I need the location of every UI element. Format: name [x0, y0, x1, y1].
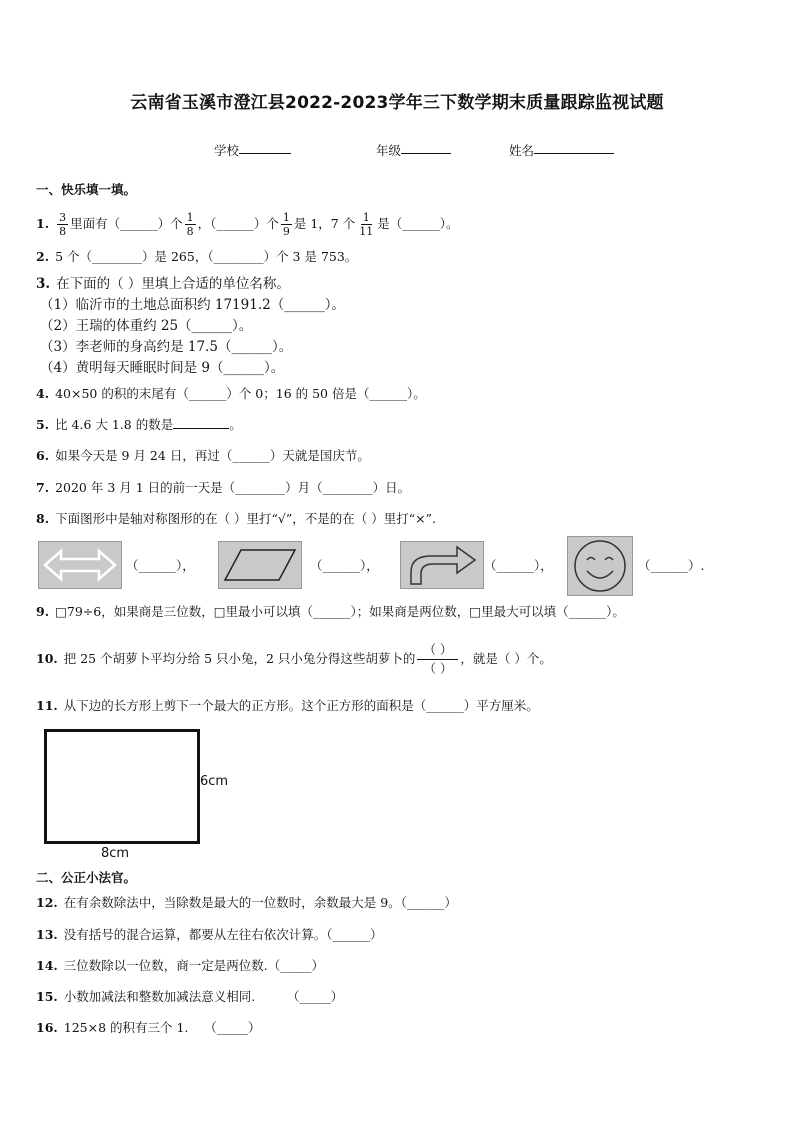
fraction: $\frac{1}{8}$ — [186, 211, 194, 238]
parallelogram-icon — [219, 542, 301, 588]
name-field[interactable]: 姓名 — [509, 141, 534, 159]
fraction-blank[interactable]: $\frac{( )}{( )}$ — [417, 641, 458, 678]
question-3-item: （4）黄明每天睡眠时间是 9（______）。 — [40, 360, 285, 376]
question-6: 6. 如果今天是 9 月 24 日，再过（______）天就是国庆节。 — [36, 448, 370, 463]
question-7: 7. 2020 年 3 月 1 日的前一天是（________）月（________）日。 — [36, 480, 411, 495]
question-3-item: （1）临沂市的土地总面积约 17191.2（______）。 — [40, 297, 345, 313]
question-1: 1. $\frac{3}{8}$ 里面有（______）个 $\frac{1}{8}$ ，（______）个 $\frac{1}{9}$ 是 1，7 个 $\frac{1}{11}$ 是（______）。 — [36, 211, 459, 238]
question-5: 5. 比 4.6 大 1.8 的数是 。 — [36, 417, 242, 432]
curved-arrow-icon — [401, 542, 483, 588]
section-2-heading: 二、公正小法官。 — [36, 870, 137, 885]
question-13: 13. 没有括号的混合运算，都要从左往右依次计算。（______） — [36, 927, 383, 942]
question-15: 15. 小数加减法和整数加减法意义相同. （_____） — [36, 989, 344, 1004]
double-arrow-icon — [39, 542, 121, 588]
school-field[interactable]: 学校 — [214, 141, 239, 159]
grade-field[interactable]: 年级 — [376, 141, 401, 159]
answer-blank[interactable] — [173, 417, 229, 429]
question-14: 14. 三位数除以一位数，商一定是两位数.（_____） — [36, 958, 324, 973]
smiley-face-figure — [567, 536, 633, 596]
question-16: 16. 125×8 的积有三个 1. （_____） — [36, 1020, 261, 1035]
question-11: 11. 从下边的长方形上剪下一个最大的正方形。这个正方形的面积是（______）平方厘米。 — [36, 698, 539, 713]
rectangle-height-label: 6cm — [200, 774, 229, 789]
rectangle-width-label: 8cm — [101, 846, 130, 861]
question-8: 8. 下面图形中是轴对称图形的在（ ）里打“√”，不是的在（ ）里打“×”. — [36, 511, 436, 526]
fraction: $\frac{1}{9}$ — [282, 211, 290, 238]
question-3-item: （3）李老师的身高约是 17.5（______）。 — [40, 339, 293, 355]
section-1-heading: 一、快乐填一填。 — [36, 182, 137, 197]
question-2: 2. 5 个（________）是 265，（________）个 3 是 753。 — [36, 249, 358, 264]
parallelogram-figure — [218, 541, 302, 589]
fraction: $\frac{1}{11}$ — [359, 211, 374, 238]
question-9: 9. □79÷6，如果商是三位数，□里最小可以填（______）；如果商是两位数，□里最大可以填（______）。 — [36, 604, 625, 619]
page-title: 云南省玉溪市澄江县2022-2023学年三下数学期末质量跟踪监视试题 — [130, 93, 664, 113]
question-3: 3. 在下面的（ ）里填上合适的单位名称。 — [36, 276, 290, 292]
rectangle-figure — [44, 729, 200, 844]
question-10: 10. 把 25 个胡萝卜平均分给 5 只小兔，2 只小兔分得这些胡萝卜的 $\frac{( )}{( )}$ ，就是（ ）个。 — [36, 642, 552, 676]
fraction: $\frac{3}{8}$ — [59, 211, 67, 238]
question-4: 4. 40×50 的积的末尾有（______）个 0；16 的 50 倍是（______）。 — [36, 386, 426, 401]
exam-page: 云南省玉溪市澄江县2022-2023学年三下数学期末质量跟踪监视试题 学校 年级 姓名 一、快乐填一填。 1. $\frac{3}{8}$ 里面有（______）个 $\frac{1}{8}$ ，（______）个 $\frac{1}{9}$ 是 1，7 个 $\frac{1}{11}$ 是（______）。 2. 5 个（________）是 265，（________）个 3 是 753。 3. 在下面的（ ）里填上合适的单位名称。 （1）临沂市的土地总面积约 17191.2（______）。 （2）王瑞的体重约 25（______）。 （3）李老师的身高约是 17.5（______）。 （4）黄明每天睡眠时间是 9（______）。 4. 40×50 的积的末尾有（______）个 0；16 的 50 倍是（______）。 5. 比 4.6 大 1.8 的数是 。 6. 如果今天是 9 月 24 日，再过（______）天就是国庆节。 7. 2020 年 3 月 1 日的前一天是（________）月（________）日。 8. 下面图形中是轴对称图形的在（ ）里打“√”，不是的在（ ）里打“×”. （______）， （______）， （______）， （______）. 9. □79÷6，如果商是三位数，□里最小可以填（______）；如果商是两位数，□里最大可以填（______）。 10. 把 25 个胡萝卜平均分给 5 只小兔，2 只小兔分得这些胡萝卜的 $\frac{( )}{( )}$ ，就是（ ）个。 11. 从下边的长方形上剪下一个最大的正方形。这个正方形的面积是（______）平方厘米。 6cm 8cm 二、公正小法官。 12. 在有余数除法中，当除数是最大的一位数时，余数最大是 9。（______） 13. 没有括号的混合运算，都要从左往右依次计算。（______） 14. 三位数除以一位数，商一定是两位数.（_____） 15. 小数加减法和整数加减法意义相同. （_____） 16. 125×8 的积有三个 1. （_____） — [0, 0, 794, 1123]
double-arrow-figure — [38, 541, 122, 589]
question-3-item: （2）王瑞的体重约 25（______）。 — [40, 318, 253, 334]
curved-arrow-figure — [400, 541, 484, 589]
question-12: 12. 在有余数除法中，当除数是最大的一位数时，余数最大是 9。（______） — [36, 895, 457, 910]
smiley-face-icon — [568, 537, 632, 595]
